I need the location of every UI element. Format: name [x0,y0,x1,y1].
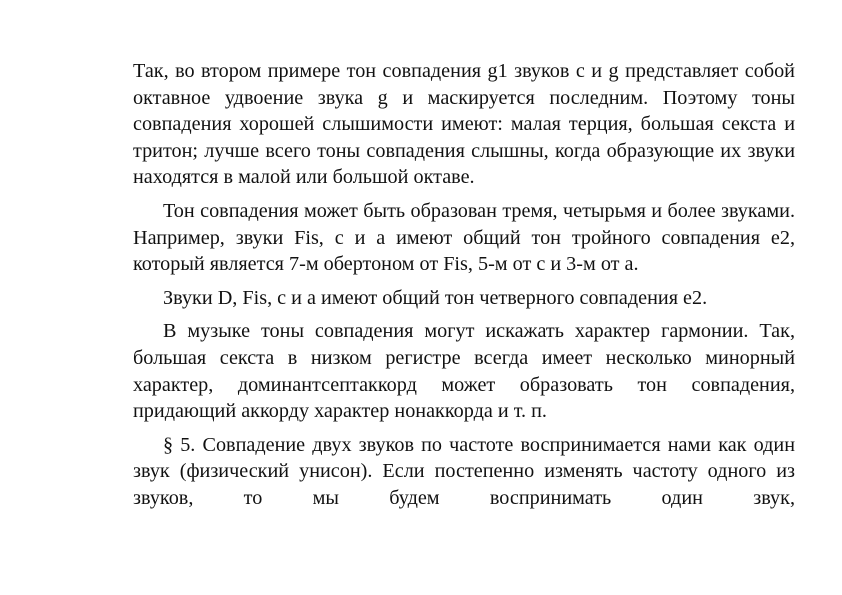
paragraph-coincidence-tone-octave: Так, во втором примере тон совпадения g1 звуков с и g представляет собой октавное удвоение звука g и маскируется последним. Поэтому тоны совпадения хорошей слышимости имеют: малая терция, большая секста и тритон; лучше всего тоны совпадения слышны, когда образующие их звуки находятся в малой или большой октаве. [133,60,795,189]
paragraph-section-5: § 5. Совпадение двух звуков по частоте воспринимается нами как один звук (физический унисон). Если постепенно изменять частоту одного из звуков, то мы будем воспринимать один звук, [133,433,795,509]
paragraph-harmony-distortion: В музыке тоны совпадения могут искажать характер гармонии. Так, большая секста в низком регистре всегда имеет несколько минорный характер, доминантсептаккорд может образовать тон совпадения, придающий аккорду характер нонаккорда и т. п. [133,320,795,423]
paragraph-quadruple-coincidence: Звуки D, Fis, с и а имеют общий тон четверного совпадения е2. [163,286,708,309]
paragraph-multiple-sounds: Тон совпадения может быть образован тремя, четырьмя и более звуками. Например, звуки Fis, с и а имеют общий тон тройного совпадения е2, который является 7-м обертоном от Fis, 5-м от с и 3-м от а. [133,199,795,276]
document-page [133,58,795,512]
